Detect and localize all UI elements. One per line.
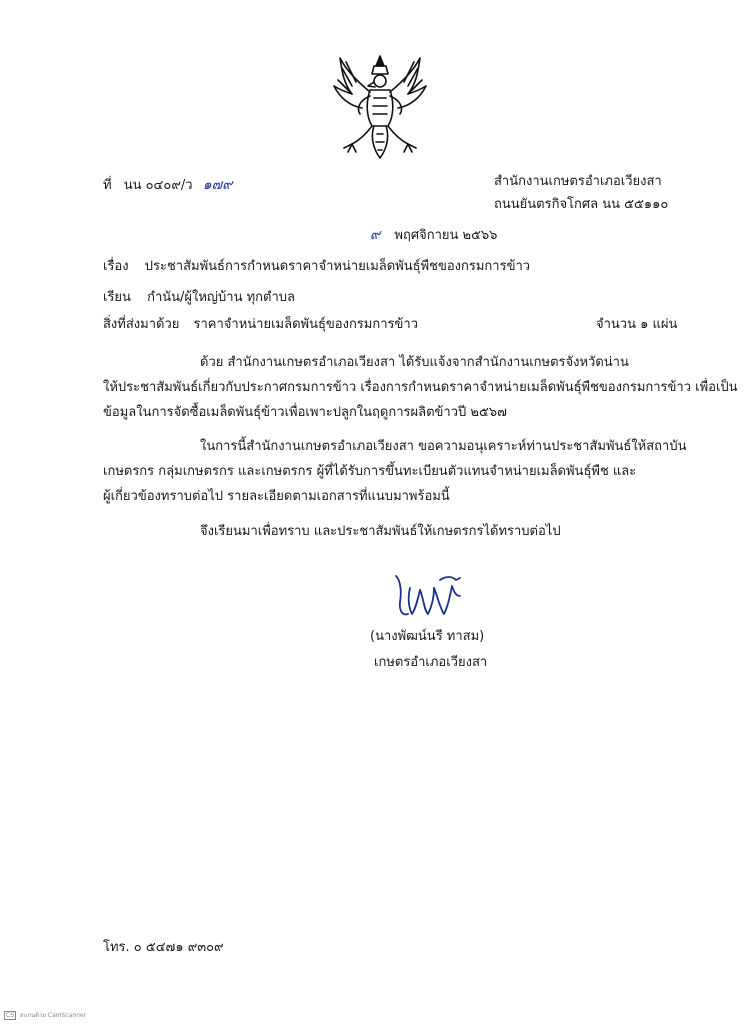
body-paragraph-2 — [103, 434, 687, 509]
reference-prefix: นน ๐๔๐๙/ว — [123, 178, 193, 193]
letter-date — [370, 226, 497, 245]
date-day-handwritten: ๙ — [370, 227, 381, 243]
paragraph-line: ผู้เกี่ยวข้องทราบต่อไป รายละเอียดตามเอกสารที่แนบมาพร้อมนี้ — [103, 489, 450, 504]
reference-label: ที่ — [103, 178, 112, 193]
subject-text: ประชาสัมพันธ์การกำหนดราคาจำหน่ายเมล็ดพันธุ์พืชของกรมการข้าว — [144, 259, 531, 274]
camscanner-logo-icon: CS — [6, 1012, 14, 1019]
paragraph-line: ข้อมูลในการจัดซื้อเมล็ดพันธุ์ข้าวเพื่อเพาะปลูกในฤดูการผลิตข้าวปี ๒๕๖๗ — [103, 405, 507, 420]
paragraph-line: เกษตรกร กลุ่มเกษตรกร และเกษตรกร ผู้ที่ได้รับการขึ้นทะเบียนตัวแทนจำหน่ายเมล็ดพันธุ์พืช และ — [103, 464, 637, 479]
paragraph-line: ให้ประชาสัมพันธ์เกี่ยวกับประกาศกรมการข้าว เรื่องการกำหนดราคาจำหน่ายเมล็ดพันธุ์พืชของกรมการข้าว เพื่อเป็น — [103, 380, 738, 395]
reference-number-handwritten: ๑๗๙ — [202, 177, 233, 193]
handwritten-signature — [390, 570, 470, 622]
camscanner-text: สแกนด้วย CamScanner — [19, 1012, 87, 1019]
date-month-year: พฤศจิกายน ๒๕๖๖ — [394, 228, 498, 243]
recipient-text: กำนัน/ผู้ใหญ่บ้าน ทุกตำบล — [147, 290, 295, 305]
subject-line — [103, 258, 530, 276]
attachment-count: จำนวน ๑ แผ่น — [596, 317, 678, 332]
paragraph-line: ในการนี้สำนักงานเกษตรอำเภอเวียงสา ขอความอนุเคราะห์ท่านประชาสัมพันธ์ให้สถาบัน — [200, 439, 687, 454]
recipient-line — [103, 289, 295, 307]
attachment-text: ราคาจำหน่ายเมล็ดพันธุ์ของกรมการข้าว — [193, 317, 419, 332]
reference-line — [103, 176, 232, 195]
attachment-label: สิ่งที่ส่งมาด้วย — [103, 317, 180, 332]
attachment-line — [103, 316, 418, 334]
paragraph-line: ด้วย สำนักงานเกษตรอำเภอเวียงสา ได้รับแจ้งจากสำนักงานเกษตรจังหวัดน่าน — [200, 355, 629, 370]
closing-sentence: จึงเรียนมาเพื่อทราบ และประชาสัมพันธ์ให้เกษตรกรได้ทราบต่อไป — [200, 524, 561, 539]
signatory-position: เกษตรอำเภอเวียงสา — [374, 655, 488, 670]
garuda-emblem-icon — [330, 52, 430, 162]
office-name: สำนักงานเกษตรอำเภอเวียงสา — [494, 174, 662, 189]
office-address: ถนนยันตรกิจโกศล นน ๕๕๑๑๐ — [494, 197, 669, 212]
camscanner-watermark — [4, 1010, 86, 1020]
footer-phone: โทร. ๐ ๕๔๗๑ ๙๓๐๙ — [103, 940, 224, 955]
signatory-name: (นางพัฒน์นรี ทาสม) — [370, 629, 485, 644]
subject-label: เรื่อง — [103, 259, 129, 274]
recipient-label: เรียน — [103, 290, 131, 305]
body-paragraph-1 — [103, 350, 738, 425]
